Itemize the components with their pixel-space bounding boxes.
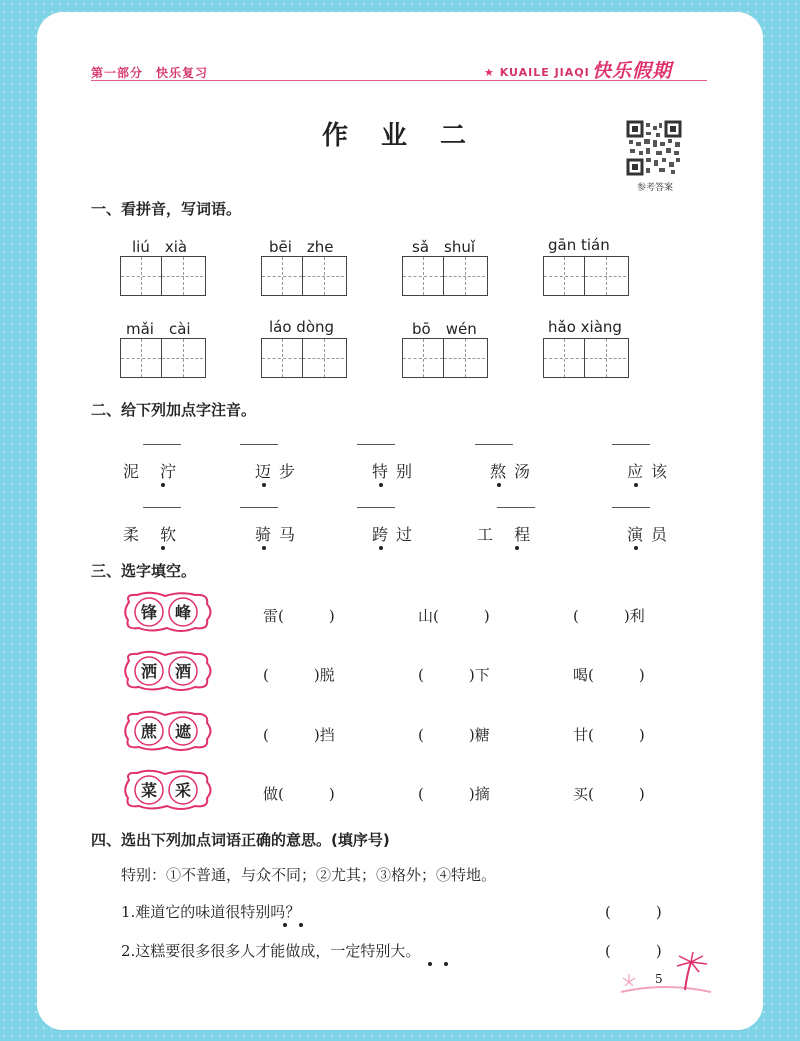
brand-pinyin-text: KUAILE JIAQI xyxy=(499,66,590,79)
pinyin-label: liú xià xyxy=(132,238,188,256)
fill-blank[interactable]: 喝( ) xyxy=(573,666,645,684)
tianzige-box[interactable] xyxy=(543,256,629,296)
choice-char: 酒 xyxy=(174,662,191,681)
emphasis-dot xyxy=(161,483,165,487)
tianzige-box[interactable] xyxy=(261,256,347,296)
answer-blank[interactable]: ( ) xyxy=(605,903,662,921)
qr-code-icon[interactable] xyxy=(626,120,682,176)
emphasis-dot xyxy=(283,923,287,927)
tianzige-box[interactable] xyxy=(261,338,347,378)
emphasis-dot xyxy=(634,546,638,550)
fill-blank[interactable]: 雷( ) xyxy=(263,607,335,625)
word: 迈步 xyxy=(255,462,304,481)
fill-blank[interactable]: 买( ) xyxy=(573,785,645,803)
fill-blank[interactable]: ( )糖 xyxy=(418,726,490,744)
worksheet-page xyxy=(37,12,763,1030)
word: 熬汤 xyxy=(490,462,539,481)
qr-caption: 参考答案 xyxy=(636,183,673,193)
choice-char: 洒 xyxy=(140,662,157,681)
fill-blank[interactable]: ( )摘 xyxy=(418,785,490,803)
fill-blank[interactable]: 做( ) xyxy=(263,785,335,803)
question-text: 1.难道它的味道很特别吗？ xyxy=(121,903,301,921)
fill-blank[interactable]: ( )挡 xyxy=(263,726,335,744)
palm-tree-icon xyxy=(615,952,715,998)
emphasis-dot xyxy=(428,962,432,966)
tianzige-box[interactable] xyxy=(402,256,488,296)
answer-line[interactable] xyxy=(497,507,535,508)
pinyin-label: sǎ shuǐ xyxy=(412,238,476,256)
answer-line[interactable] xyxy=(240,507,278,508)
pinyin-label: mǎi cài xyxy=(126,320,191,338)
fill-blank[interactable]: 山( ) xyxy=(418,607,490,625)
emphasis-dot xyxy=(379,546,383,550)
choice-char: 峰 xyxy=(174,603,191,622)
section3-heading: 三、选字填空。 xyxy=(91,562,197,580)
pinyin-label: gān tián xyxy=(548,236,610,254)
fill-blank[interactable]: ( )利 xyxy=(573,607,645,625)
emphasis-dot xyxy=(262,483,266,487)
choice-char: 锋 xyxy=(140,603,157,622)
fill-blank[interactable]: ( )脱 xyxy=(263,666,335,684)
answer-line[interactable] xyxy=(143,444,181,445)
word: 柔 软 xyxy=(123,525,185,544)
section4-heading: 四、选出下列加点词语正确的意思。(填序号) xyxy=(91,831,390,849)
choice-char: 菜 xyxy=(140,781,157,800)
tianzige-box[interactable] xyxy=(120,256,206,296)
answer-line[interactable] xyxy=(240,444,278,445)
section-label: 第一部分 快乐复习 xyxy=(91,66,209,80)
fill-blank[interactable]: ( )下 xyxy=(418,666,490,684)
answer-line[interactable] xyxy=(143,507,181,508)
pinyin-label: bēi zhe xyxy=(269,238,334,256)
word: 泥 泞 xyxy=(123,462,185,481)
pinyin-label: hǎo xiàng xyxy=(548,318,622,336)
word: 骑马 xyxy=(255,525,304,544)
tianzige-box[interactable] xyxy=(543,338,629,378)
emphasis-dot xyxy=(161,546,165,550)
emphasis-dot xyxy=(379,483,383,487)
answer-line[interactable] xyxy=(357,507,395,508)
page-title: 作 业 二 xyxy=(321,121,479,151)
answer-blank[interactable]: ( ) xyxy=(605,942,662,960)
answer-line[interactable] xyxy=(475,444,513,445)
choice-char: 蔗 xyxy=(140,722,157,741)
choice-char: 遮 xyxy=(174,722,191,741)
emphasis-dot xyxy=(444,962,448,966)
tianzige-box[interactable] xyxy=(120,338,206,378)
emphasis-dot xyxy=(634,483,638,487)
word: 演员 xyxy=(627,525,676,544)
choice-char: 采 xyxy=(174,781,191,800)
pinyin-label: láo dòng xyxy=(269,318,335,336)
brand-pinyin xyxy=(484,66,590,79)
page-number: 5 xyxy=(655,972,663,986)
emphasis-dot xyxy=(299,923,303,927)
definition-text: 特别：①不普通，与众不同；②尤其；③格外；④特地。 xyxy=(121,866,497,884)
tianzige-box[interactable] xyxy=(402,338,488,378)
section1-heading: 一、看拼音，写词语。 xyxy=(91,200,242,218)
brand-logo: 快乐假期 xyxy=(592,60,673,82)
word: 特别 xyxy=(372,462,421,481)
section2-heading: 二、给下列加点字注音。 xyxy=(91,401,257,419)
emphasis-dot xyxy=(515,546,519,550)
answer-line[interactable] xyxy=(612,444,650,445)
question-text: 2.这糕要很多很多人才能做成，一定特别大。 xyxy=(121,942,421,960)
star-icon: ★ xyxy=(484,66,500,79)
word: 跨过 xyxy=(372,525,421,544)
word: 应该 xyxy=(627,462,676,481)
pinyin-label: bō wén xyxy=(412,320,477,338)
answer-line[interactable] xyxy=(357,444,395,445)
fill-blank[interactable]: 甘( ) xyxy=(573,726,645,744)
emphasis-dot xyxy=(497,483,501,487)
emphasis-dot xyxy=(262,546,266,550)
word: 工 程 xyxy=(477,525,539,544)
answer-line[interactable] xyxy=(612,507,650,508)
